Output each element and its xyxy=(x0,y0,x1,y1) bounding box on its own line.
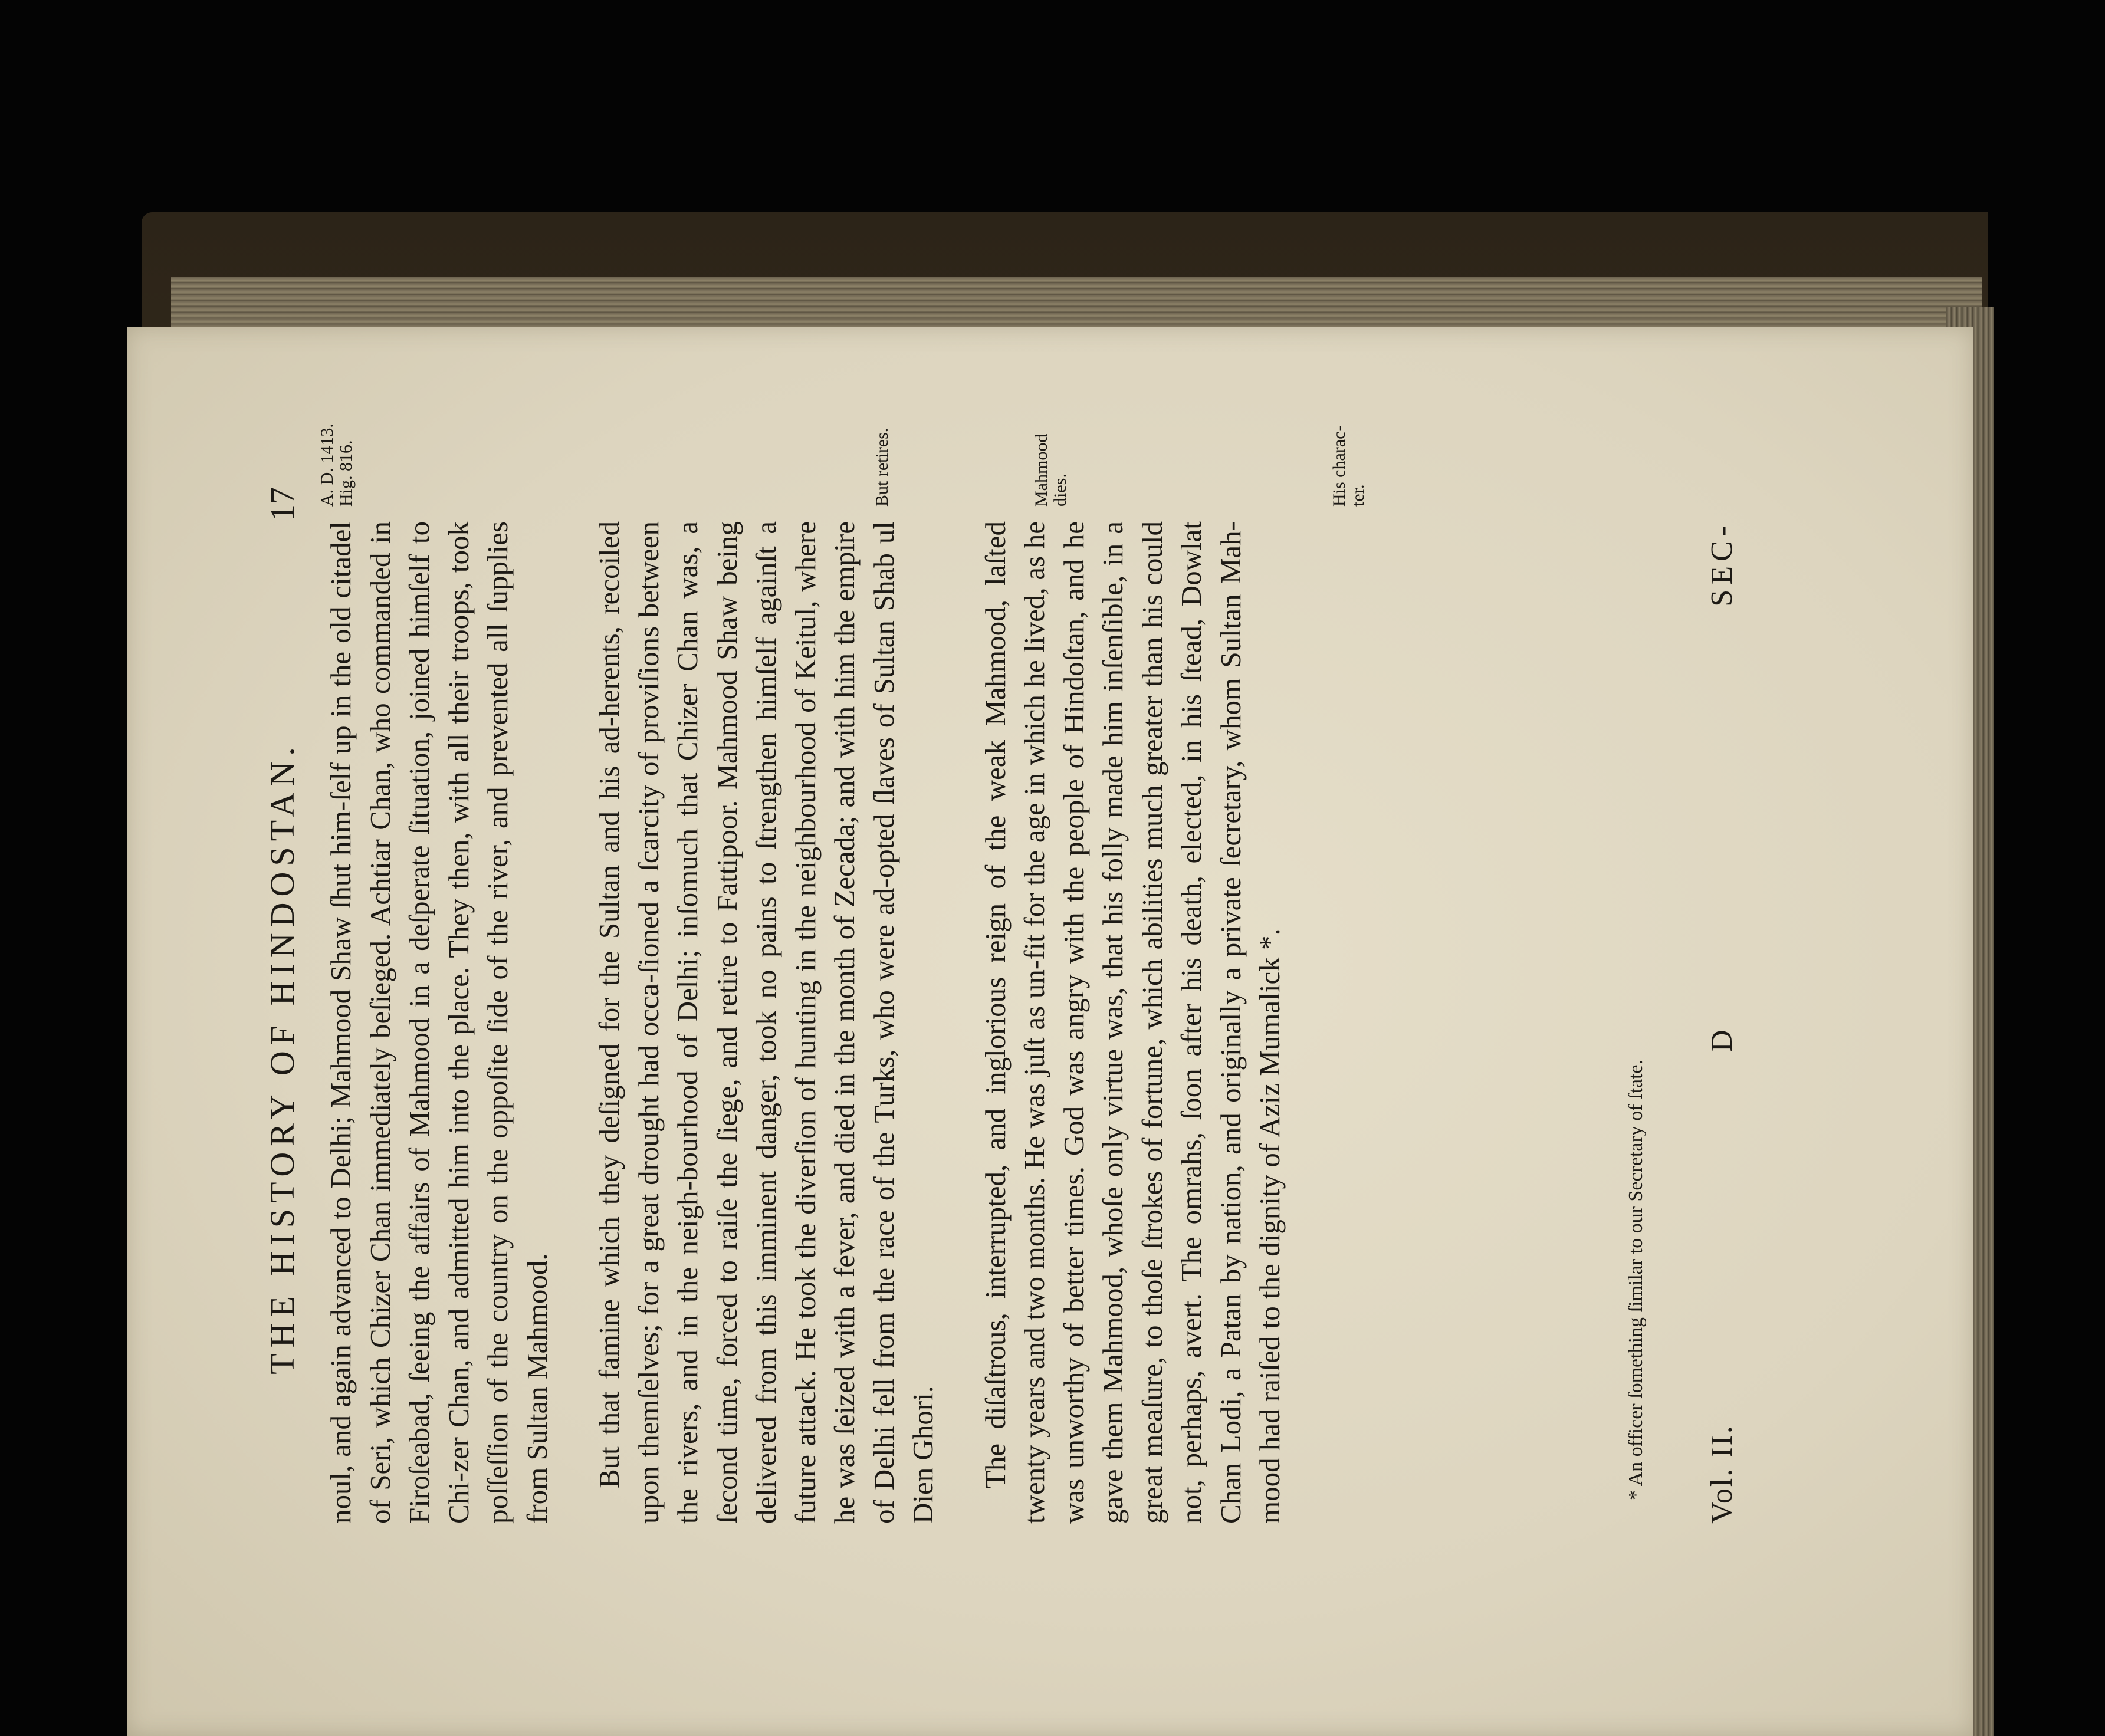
running-head xyxy=(262,327,310,1736)
margin-note-dies-line2: dies. xyxy=(1050,474,1070,507)
margin-note-character-line1: His charac- xyxy=(1329,425,1349,507)
signature-mark: D xyxy=(1705,1030,1739,1052)
running-title: THE HISTORY OF HINDOSTAN. xyxy=(263,741,301,1375)
margin-note-dies xyxy=(1032,394,1070,507)
paragraph-1: noul, and again advanced to Delhi; Mahmood Shaw ſhut him-ſelf up in the old citadel of Seri, which Chizer Chan immediately beſieged. Achtiar Chan, who commanded in Firoſeabad, ſeeing the affairs of Mahmood in a deſperate ſituation, joined himſelf to Chi-zer Chan, and admitted him into the place. They then, with all their troops, took poſſeſſion of the country on the oppoſite ſide of the river, and prevented all ſupplies from Sultan Mahmood. xyxy=(324,521,553,1524)
paragraph-3: The diſaſtrous, interrupted, and inglorious reign of the weak Mahmood, laſted twenty years and two months. He was juſt as un-fit for the age in which he lived, as he was unworthy of better times. God was angry with the people of Hindoſtan, and he gave them Mahmood, whoſe only virtue was, that his folly made him inſenſible, in a great meaſure, to thoſe ſtrokes of fortune, which abilities much greater than his could not, perhaps, avert. The omrahs, ſoon after his death, elected, in his ſtead, Dowlat Chan Lodi, a Patan by nation, and originally a private ſecretary, whom Sultan Mah-mood had raiſed to the dignity of Aziz Mumalick *. xyxy=(978,521,1286,1524)
margin-note-character xyxy=(1330,394,1368,507)
margin-note-dies-line1: Mahmood xyxy=(1032,433,1051,507)
page-footer xyxy=(1705,521,1746,1524)
paragraph-2: But that famine which they deſigned for the Sultan and his ad-herents, recoiled upon themſelves; for a great drought had occa-ſioned a ſcarcity of proviſions between the rivers, and in the neigh-bourhood of Delhi; inſomuch that Chizer Chan was, a ſecond time, forced to raiſe the ſiege, and retire to Fattipoor. Mahmood Shaw being delivered from this imminent danger, took no pains to ſtrengthen himſelf againſt a future attack. He took the diverſion of hunting in the neighbourhood of Keitul, where he was ſeized with a fever, and died in the month of Zecada; and with him the empire of Delhi fell from the race of the Turks, who were ad-opted ſlaves of Sultan Shab ul Dien Ghori. xyxy=(593,521,939,1524)
catchword: SEC- xyxy=(1705,521,1739,607)
margin-note-character-line2: ter. xyxy=(1348,484,1368,507)
footnote: * An officer ſomething ſimilar to our Secretary of ſtate. xyxy=(1625,1059,1647,1500)
margin-note-date-ad: A. D. 1413. xyxy=(317,423,337,507)
margin-note-date xyxy=(318,394,356,507)
margin-note-date-hig: Hig. 816. xyxy=(336,440,356,507)
rotated-page-content xyxy=(127,327,1973,1736)
margin-note-retires: But retires. xyxy=(872,428,892,507)
body-text xyxy=(321,521,1290,1524)
volume-label: Vol. II. xyxy=(1705,1424,1739,1524)
page-number: 17 xyxy=(263,487,301,521)
